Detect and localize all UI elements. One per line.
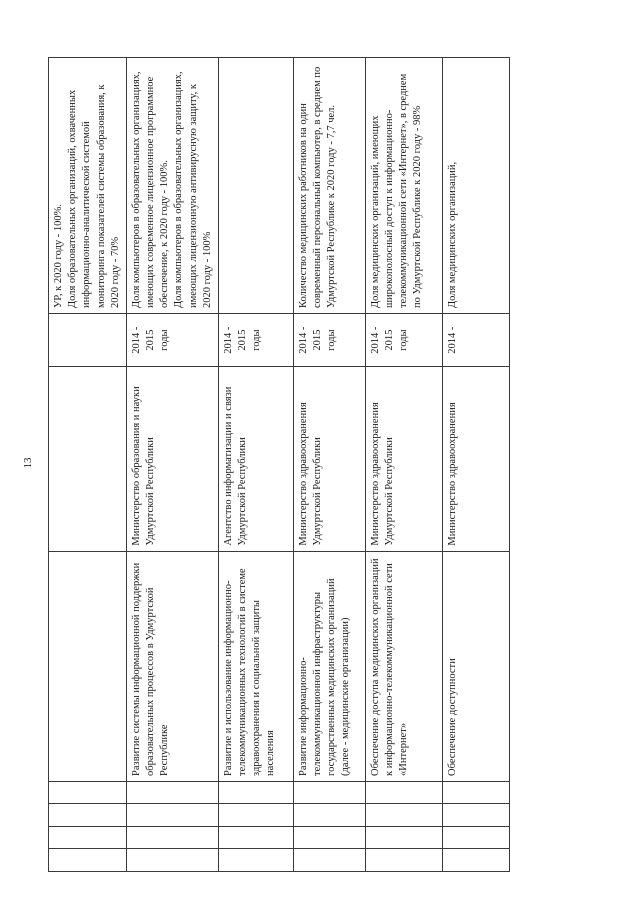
table-row [49,58,127,872]
event-name: Развитие системы информационной поддержки образовательных процессов в Удмуртской Республике [126,551,218,781]
period [49,314,127,367]
table-row [442,58,509,872]
responsible-agency: Министерство здравоохранения Удмуртской Республики [293,367,365,551]
event-name: Обеспечение доступности [442,551,509,781]
table-row [365,58,442,872]
period: 2014 - 2015 годы [126,314,218,367]
period: 2014 - 2015 годы [365,314,442,367]
target-indicator: Количество медицинских работников на один современный персональный компьютер, в среднем по Удмуртской Республике к 2020 году - 7,7 чел. [293,58,365,314]
event-name: Развитие информационно-телекоммуникационной инфраструктуры государственных медицинских организаций (далее - медицинские организации) [293,551,365,781]
event-name [49,551,127,781]
table-row [293,58,365,872]
event-name: Обеспечение доступа медицинских организаций к информационно-телекоммуникационной сети «Интернет» [365,551,442,781]
target-indicator [218,58,293,314]
responsible-agency [49,367,127,551]
target-indicator: УР, к 2020 году - 100%. Доля образовательных организаций, охваченных информационно-аналитической системой мониторинга показателей системы образования, к 2020 году - 70% [49,58,127,314]
period: 2014 - 2015 годы [293,314,365,367]
responsible-agency: Министерство здравоохранения Удмуртской Республики [365,367,442,551]
table-row [126,58,218,872]
responsible-agency: Министерство здравоохранения [442,367,509,551]
program-table [48,57,510,872]
target-indicator: Доля компьютеров в образовательных организациях, имеющих современное лицензионное программное обеспечение, к 2020 году - 100%. Доля компьютеров в образовательных организациях, имеющих лицензионную антивирусную защиту, к 2020 году - 100% [126,58,218,314]
page-number: 13 [22,457,34,469]
responsible-agency: Министерство образования и науки Удмуртской Республики [126,367,218,551]
period: 2014 - 2015 годы [218,314,293,367]
table-row [218,58,293,872]
event-name: Развитие и использование информационно-телекоммуникационных технологий в системе здравоохранения и социальной защиты населения [218,551,293,781]
target-indicator: Доля медицинских организаций, имеющих широкополосный доступ к информационно-телекоммуникационной сети «Интернет», в среднем по Удмуртской Республике к 2020 году - 98% [365,58,442,314]
responsible-agency: Агентство информатизации и связи Удмуртской Республики [218,367,293,551]
period: 2014 - [442,314,509,367]
target-indicator: Доля медицинских организаций, [442,58,509,314]
